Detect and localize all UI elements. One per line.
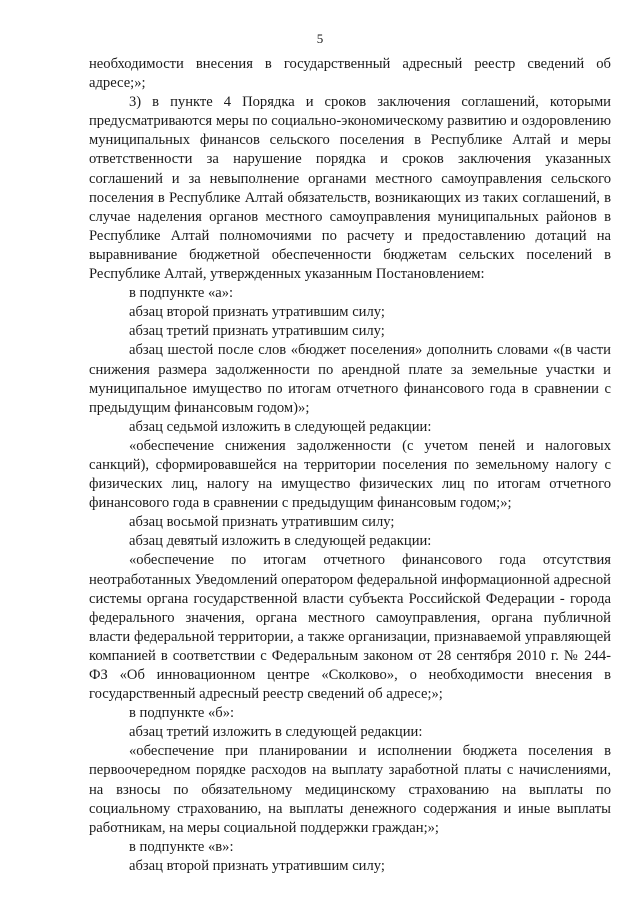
paragraph: в подпункте «в»: [129,838,234,855]
paragraph: абзац седьмой изложить в следующей редакции: [129,418,432,435]
paragraph: абзац третий изложить в следующей редакции: [129,724,423,741]
paragraph: абзац восьмой признать утратившим силу; [129,514,395,531]
paragraph: абзац шестой после слов «бюджет поселения» дополнить словами «(в части снижения размера задолженности по арендной плате за земельные участки и муниципальное имущество по итогам отчетного финансового года в сравнении с предыдущим финансовым годом)»; [89,342,611,416]
paragraph: «обеспечение по итогам отчетного финансового года отсутствия неотработанных Уведомлений оператором федеральной информационной адресной системы органа государственной власти субъекта Российской Федерации - города федерального значения, органа местного самоуправления, органа публичной власти федеральной территории, а также организации, признаваемой управляющей компанией в соответствии с Федеральным законом от 28 сентября 2010 г. № 244-ФЗ «Об инновационном центре «Сколково», о необходимости внесения в государственный адресный реестр сведений об адресе;»; [89,552,611,703]
paragraph: абзац третий признать утратившим силу; [129,323,385,340]
paragraph: абзац девятый изложить в следующей редакции: [129,533,432,550]
paragraph: «обеспечение снижения задолженности (с учетом пеней и налоговых санкций), сформировавшейся на территории поселения по земельному налогу с физических лиц, налогу на имущество физических лиц по итогам отчетного финансового года в сравнении с предыдущим финансовым годом;»; [89,437,611,512]
paragraph: в подпункте «а»: [129,285,234,302]
paragraph: абзац второй признать утратившим силу; [129,857,385,874]
document-body [89,55,611,876]
paragraph: необходимости внесения в государственный адресный реестр сведений об адресе;»; [89,56,611,92]
paragraph: «обеспечение при планировании и исполнении бюджета поселения в первоочередном порядке расходов на выплату заработной платы с начислениями, на взносы по обязательному медицинскому страхованию на выплаты по социальному страхованию, на выплаты денежного содержания и иные выплаты работникам, на меры социальной поддержки граждан;»; [89,743,611,836]
page-number: 5 [316,31,324,46]
paragraph: в подпункте «б»: [129,705,235,722]
paragraph: абзац второй признать утратившим силу; [129,304,385,321]
paragraph: 3) в пункте 4 Порядка и сроков заключения соглашений, которыми предусматриваются меры по социально-экономическому развитию и оздоровлению муниципальных финансов сельского поселения в Республике Алтай и меры ответственности за нарушение порядка и сроков заключения указанных соглашений и за невыполнение органами местного самоуправления сельского поселения в Республике Алтай обязательств, возникающих из таких соглашений, в случае наделения органов местного самоуправления муниципальных районов в Республике Алтай полномочиями по расчету и предоставлению дотаций на выравнивание бюджетной обеспеченности бюджетам сельских поселений в Республике Алтай, утвержденных указанным Постановлением: [89,94,611,283]
